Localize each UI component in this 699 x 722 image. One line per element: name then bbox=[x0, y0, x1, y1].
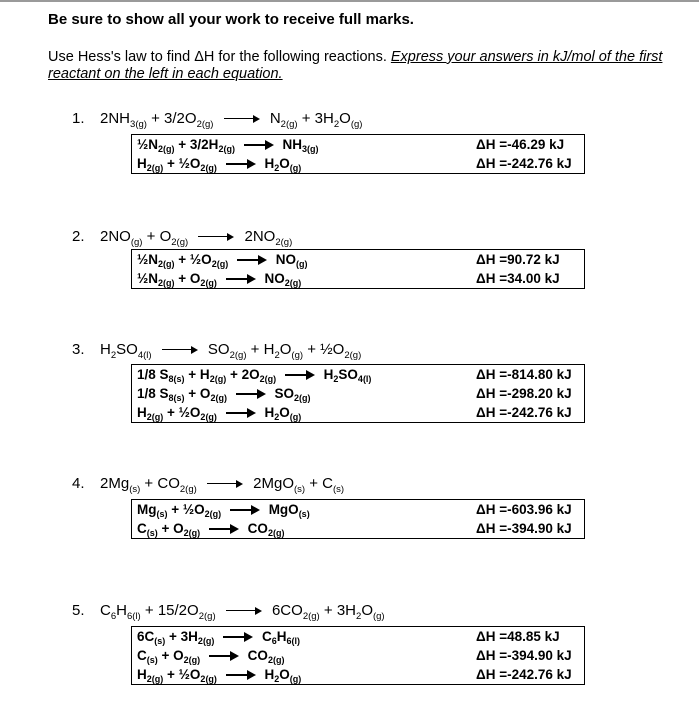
problem-equation: $H_2SO_{4(l)}$ $SO_{2(g)} + H_2O_{(g)}$ + $\frac{1}{2}O_{2(g)}$ bbox=[100, 341, 362, 361]
reaction-arrow-icon bbox=[223, 631, 253, 643]
problem-2 bbox=[72, 228, 292, 248]
given-reaction-row bbox=[132, 154, 584, 173]
problem-equation: $2NO_{(g)} + O_{2(g)}$ $2NO_{2(g)}$ bbox=[100, 228, 293, 248]
instructions-emphasis: Express your answers in kJ/mol of the first reactant on the left in each equation. bbox=[48, 49, 663, 82]
given-reactions-box-4 bbox=[131, 499, 585, 539]
page-title: Be sure to show all your work to receive full marks. bbox=[48, 11, 414, 28]
given-equation: 1/8 $S_{8(s)} + O_{2(g)}$ $SO_{2(g)}$ bbox=[137, 386, 311, 403]
given-reaction-row bbox=[132, 646, 584, 665]
problem-number: 3. bbox=[72, 341, 85, 358]
enthalpy-value: ΔH =-242.76 kJ bbox=[476, 667, 572, 682]
instructions-text: Use Hess's law to find ΔH for the following reactions. bbox=[48, 49, 391, 65]
problem-equation: $2Mg_{(s)} + CO_{2(g)}$ $2MgO_{(s)} + C_{(s)}$ bbox=[100, 475, 345, 495]
reaction-arrow-icon bbox=[226, 158, 256, 170]
given-equation: 1/8 $S_{8(s)} + H_{2(g)} + 2O_{2(g)}$ $H_2SO_{4(l)}$ bbox=[137, 367, 372, 384]
problem-number: 4. bbox=[72, 475, 85, 492]
enthalpy-value: ΔH =-242.76 kJ bbox=[476, 405, 572, 420]
given-equation: $6C_{(s)} + 3H_{2(g)}$ $C_6H_{6(l)}$ bbox=[137, 629, 300, 646]
given-reaction-row bbox=[132, 384, 584, 403]
given-reaction-row bbox=[132, 627, 584, 646]
enthalpy-value: ΔH =34.00 kJ bbox=[476, 271, 560, 286]
reaction-arrow-icon bbox=[198, 232, 234, 242]
given-equation: $\frac{1}{2}N_{2(g)} + O_{2(g)}$ $NO_{2(g)}$ bbox=[137, 271, 302, 288]
reaction-arrow-icon bbox=[230, 504, 260, 516]
enthalpy-value: ΔH =-394.90 kJ bbox=[476, 648, 572, 663]
reaction-arrow-icon bbox=[224, 114, 260, 124]
given-equation: $\frac{1}{2}N_{2(g)} + 3/2H_{2(g)}$ $NH_{3(g)}$ bbox=[137, 137, 319, 154]
given-reaction-row bbox=[132, 500, 584, 519]
given-reactions-box-3 bbox=[131, 364, 585, 423]
problem-1 bbox=[72, 110, 362, 130]
given-reaction-row bbox=[132, 403, 584, 422]
enthalpy-value: ΔH =-603.96 kJ bbox=[476, 502, 572, 517]
given-equation: $\frac{1}{2}N_{2(g)}$ + $\frac{1}{2}O_{2(g)}$ $NO_{(g)}$ bbox=[137, 252, 308, 269]
reaction-arrow-icon bbox=[236, 388, 266, 400]
reaction-arrow-icon bbox=[209, 650, 239, 662]
problem-number: 1. bbox=[72, 110, 85, 127]
top-rule bbox=[0, 0, 699, 2]
given-reaction-row bbox=[132, 135, 584, 154]
given-reaction-row bbox=[132, 519, 584, 538]
reaction-arrow-icon bbox=[162, 345, 198, 355]
enthalpy-value: ΔH =48.85 kJ bbox=[476, 629, 560, 644]
enthalpy-value: ΔH =-298.20 kJ bbox=[476, 386, 572, 401]
reaction-arrow-icon bbox=[285, 369, 315, 381]
given-reactions-box-1 bbox=[131, 134, 585, 174]
problem-4 bbox=[72, 475, 344, 495]
given-equation: $C_{(s)} + O_{2(g)}$ $CO_{2(g)}$ bbox=[137, 648, 285, 665]
given-equation: $H_{2(g)}$ + $\frac{1}{2}O_{2(g)}$ $H_2O_{(g)}$ bbox=[137, 667, 302, 684]
reaction-arrow-icon bbox=[226, 273, 256, 285]
problem-5 bbox=[72, 602, 385, 622]
reaction-arrow-icon bbox=[209, 523, 239, 535]
problem-equation: $C_6H_{6(l)} + 15/2O_{2(g)}$ $6CO_{2(g)} + 3H_2O_{(g)}$ bbox=[100, 602, 385, 622]
enthalpy-value: ΔH =-394.90 kJ bbox=[476, 521, 572, 536]
reaction-arrow-icon bbox=[226, 669, 256, 681]
problem-equation: $2NH_{3(g)} + 3/2O_{2(g)}$ $N_{2(g)} + 3H_2O_{(g)}$ bbox=[100, 110, 363, 130]
given-equation: $H_{2(g)}$ + $\frac{1}{2}O_{2(g)}$ $H_2O_{(g)}$ bbox=[137, 405, 302, 422]
reaction-arrow-icon bbox=[207, 479, 243, 489]
problem-3 bbox=[72, 341, 361, 361]
enthalpy-value: ΔH =90.72 kJ bbox=[476, 252, 560, 267]
problem-number: 2. bbox=[72, 228, 85, 245]
given-reactions-box-2 bbox=[131, 249, 585, 289]
given-reactions-box-5 bbox=[131, 626, 585, 685]
reaction-arrow-icon bbox=[226, 407, 256, 419]
given-reaction-row bbox=[132, 365, 584, 384]
enthalpy-value: ΔH =-46.29 kJ bbox=[476, 137, 565, 152]
given-equation: $H_{2(g)}$ + $\frac{1}{2}O_{2(g)}$ $H_2O_{(g)}$ bbox=[137, 156, 302, 173]
reaction-arrow-icon bbox=[237, 254, 267, 266]
given-reaction-row bbox=[132, 269, 584, 288]
enthalpy-value: ΔH =-242.76 kJ bbox=[476, 156, 572, 171]
instructions bbox=[48, 49, 668, 83]
reaction-arrow-icon bbox=[244, 139, 274, 151]
given-reaction-row bbox=[132, 250, 584, 269]
given-equation: $C_{(s)} + O_{2(g)}$ $CO_{2(g)}$ bbox=[137, 521, 285, 538]
given-reaction-row bbox=[132, 665, 584, 684]
enthalpy-value: ΔH =-814.80 kJ bbox=[476, 367, 572, 382]
reaction-arrow-icon bbox=[226, 606, 262, 616]
problem-number: 5. bbox=[72, 602, 85, 619]
given-equation: $Mg_{(s)}$ + $\frac{1}{2}O_{2(g)}$ MgO$_{(s)}$ bbox=[137, 502, 310, 519]
